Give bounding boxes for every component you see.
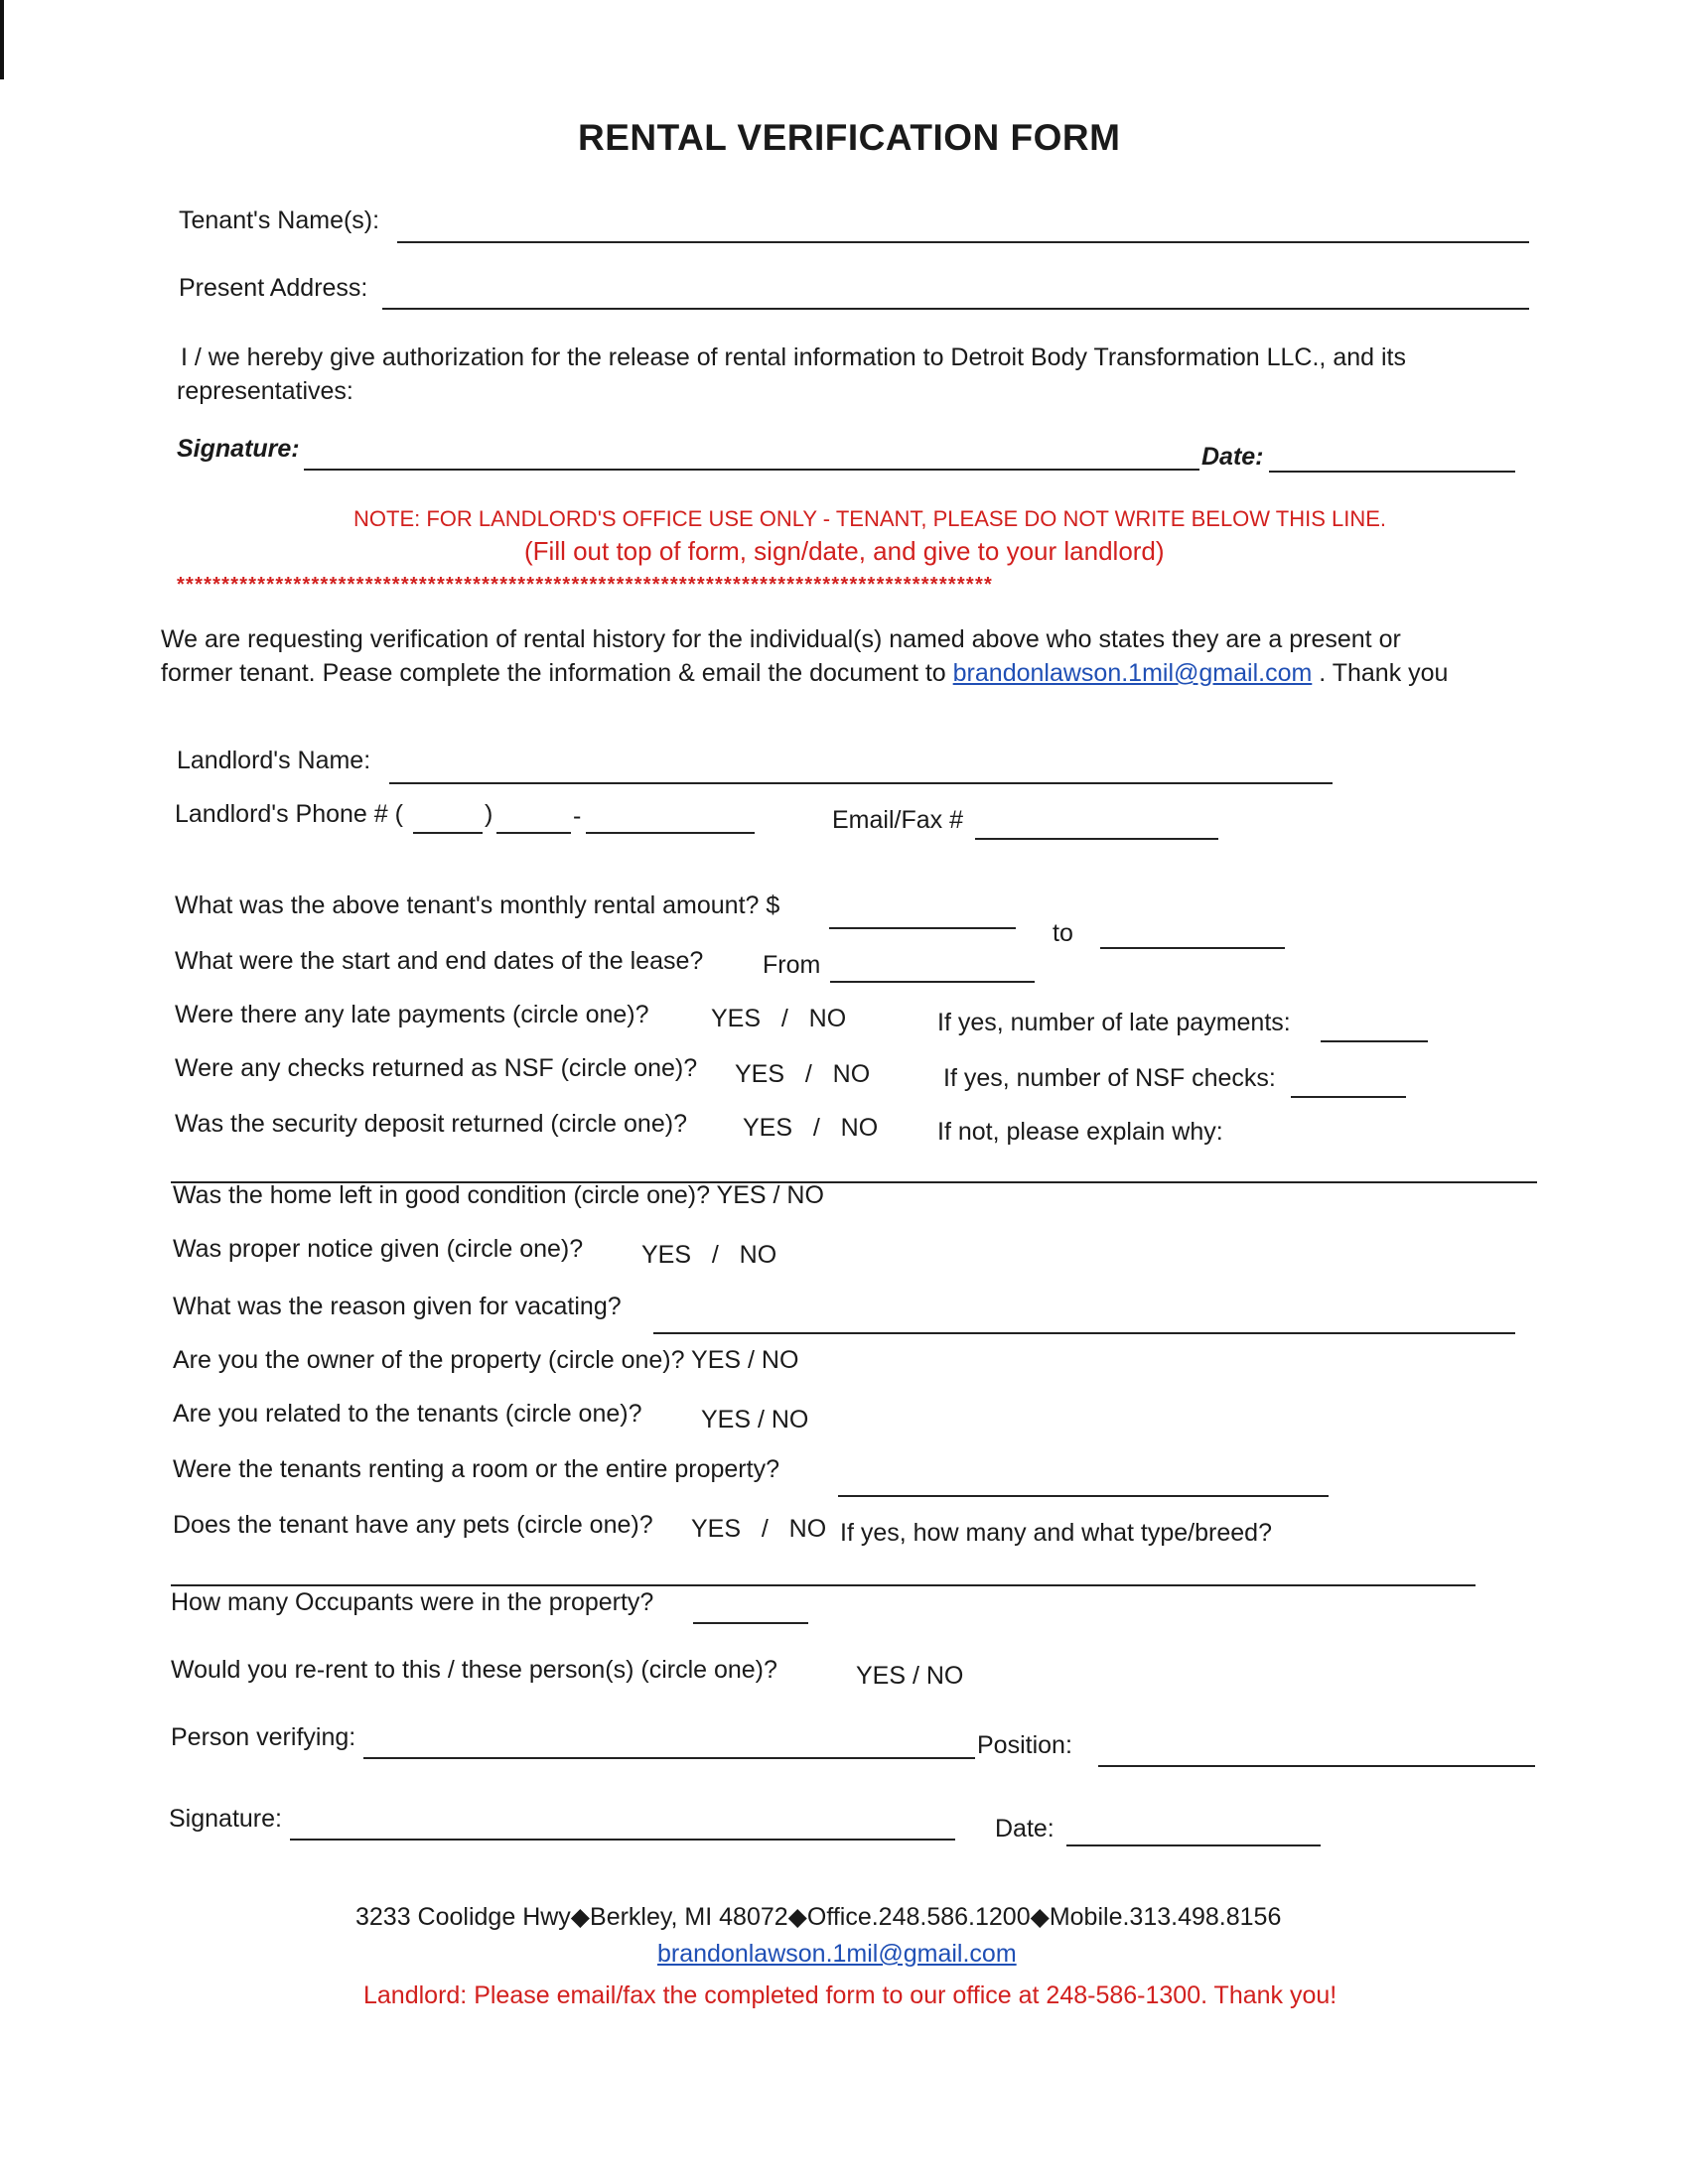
- rerent-yes-no[interactable]: YES / NO: [856, 1662, 964, 1690]
- occupants-field[interactable]: [693, 1622, 808, 1624]
- phone-prefix-field[interactable]: [496, 832, 571, 834]
- related-yes-no[interactable]: YES / NO: [701, 1406, 809, 1433]
- divider-stars: *******************************************************************************************: [177, 574, 994, 596]
- late-payments-question: Were there any late payments (circle one)?: [175, 1001, 649, 1028]
- tenant-date-label: Date:: [1201, 443, 1264, 471]
- request-text-suffix: . Thank you: [1319, 659, 1449, 687]
- landlord-name-label: Landlord's Name:: [177, 747, 371, 774]
- phone-paren-close: ): [485, 800, 493, 828]
- footer-landlord-note: Landlord: Please email/fax the completed form to our office at 248-586-1300. Thank you!: [363, 1981, 1337, 2009]
- position-label: Position:: [977, 1731, 1072, 1759]
- related-question: Are you related to the tenants (circle one)?: [173, 1400, 642, 1428]
- phone-line-field[interactable]: [586, 832, 755, 834]
- verifier-date-label: Date:: [995, 1815, 1055, 1843]
- landlord-phone-label: Landlord's Phone # (: [175, 800, 403, 828]
- footer-address-line: 3233 Coolidge Hwy◆Berkley, MI 48072◆Office.248.586.1200◆Mobile.313.498.8156: [355, 1903, 1282, 1931]
- vacating-question: What was the reason given for vacating?: [173, 1293, 622, 1320]
- tenant-signature-field[interactable]: [304, 469, 1199, 471]
- authorization-text-line1: I / we hereby give authorization for the release of rental information to Detroit Body Transformation LLC., and its: [181, 343, 1406, 371]
- vacating-reason-field[interactable]: [653, 1332, 1515, 1334]
- lease-dates-question: What were the start and end dates of the lease?: [175, 947, 704, 975]
- present-address-field[interactable]: [382, 308, 1529, 310]
- late-payments-yes-no[interactable]: YES / NO: [711, 1005, 847, 1032]
- request-email-link[interactable]: brandonlawson.1mil@gmail.com: [952, 659, 1313, 687]
- pets-question: Does the tenant have any pets (circle one)?: [173, 1511, 653, 1539]
- present-address-label: Present Address:: [179, 274, 368, 302]
- occupants-question: How many Occupants were in the property?: [171, 1588, 654, 1616]
- page-title: RENTAL VERIFICATION FORM: [578, 117, 1121, 158]
- verifier-date-field[interactable]: [1066, 1844, 1321, 1846]
- position-field[interactable]: [1098, 1765, 1535, 1767]
- room-or-property-field[interactable]: [838, 1495, 1329, 1497]
- request-text-line1: We are requesting verification of rental history for the individual(s) named above who states they are a present or: [161, 625, 1401, 653]
- verifier-signature-label: Signature:: [169, 1805, 282, 1833]
- late-payments-count-label: If yes, number of late payments:: [937, 1009, 1291, 1036]
- person-verifying-field[interactable]: [363, 1757, 975, 1759]
- owner-question[interactable]: Are you the owner of the property (circle one)? YES / NO: [173, 1346, 799, 1374]
- landlord-name-field[interactable]: [389, 782, 1333, 784]
- pets-detail-label: If yes, how many and what type/breed?: [840, 1519, 1272, 1547]
- nsf-count-label: If yes, number of NSF checks:: [943, 1064, 1276, 1092]
- footer-email-link[interactable]: brandonlawson.1mil@gmail.com: [657, 1940, 1017, 1968]
- verifier-signature-field[interactable]: [290, 1839, 955, 1841]
- lease-to-label: to: [1053, 919, 1073, 947]
- lease-start-date-field[interactable]: [830, 981, 1035, 983]
- scan-edge-mark: [0, 0, 4, 79]
- email-fax-field[interactable]: [975, 838, 1218, 840]
- rerent-question: Would you re-rent to this / these person(s) (circle one)?: [171, 1656, 777, 1684]
- notice-question: Was proper notice given (circle one)?: [173, 1235, 584, 1263]
- nsf-question: Were any checks returned as NSF (circle one)?: [175, 1054, 698, 1082]
- phone-dash: -: [573, 802, 582, 830]
- tenant-names-label: Tenant's Name(s):: [179, 206, 380, 234]
- late-payments-count-field[interactable]: [1321, 1040, 1428, 1042]
- tenant-signature-label: Signature:: [177, 435, 300, 463]
- deposit-question: Was the security deposit returned (circle one)?: [175, 1110, 687, 1138]
- condition-question[interactable]: Was the home left in good condition (circle one)? YES / NO: [173, 1181, 824, 1209]
- nsf-yes-no[interactable]: YES / NO: [735, 1060, 871, 1088]
- deposit-explain-label: If not, please explain why:: [937, 1118, 1223, 1146]
- pets-yes-no[interactable]: YES / NO: [691, 1515, 827, 1543]
- tenant-date-field[interactable]: [1269, 471, 1515, 473]
- lease-from-label: From: [763, 951, 821, 979]
- lease-end-date-field[interactable]: [1100, 947, 1285, 949]
- email-fax-label: Email/Fax #: [832, 806, 963, 834]
- tenant-names-field[interactable]: [397, 241, 1529, 243]
- person-verifying-label: Person verifying:: [171, 1723, 356, 1751]
- deposit-yes-no[interactable]: YES / NO: [743, 1114, 879, 1142]
- rent-amount-question: What was the above tenant's monthly rental amount? $: [175, 891, 780, 919]
- authorization-text-line2: representatives:: [177, 377, 353, 405]
- phone-area-code-field[interactable]: [413, 832, 483, 834]
- room-or-property-question: Were the tenants renting a room or the entire property?: [173, 1455, 779, 1483]
- pets-detail-field[interactable]: [171, 1584, 1476, 1586]
- nsf-count-field[interactable]: [1291, 1096, 1406, 1098]
- fill-out-instruction: (Fill out top of form, sign/date, and give to your landlord): [524, 536, 1165, 566]
- rent-amount-field[interactable]: [829, 927, 1016, 929]
- request-text-line2: [161, 659, 1448, 688]
- request-text-prefix: former tenant. Pease complete the information & email the document to: [161, 659, 946, 687]
- office-use-note: NOTE: FOR LANDLORD'S OFFICE USE ONLY - TENANT, PLEASE DO NOT WRITE BELOW THIS LINE.: [353, 506, 1387, 531]
- notice-yes-no[interactable]: YES / NO: [641, 1241, 777, 1269]
